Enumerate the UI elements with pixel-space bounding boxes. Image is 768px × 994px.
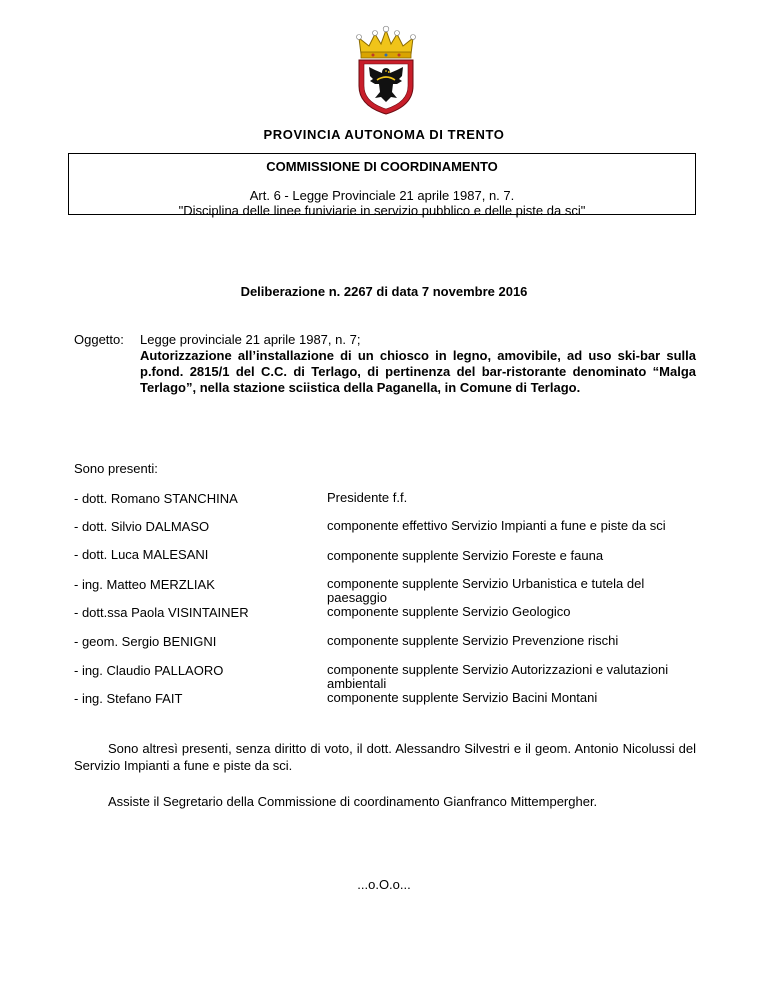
member-name: - dott. Silvio DALMASO	[74, 519, 210, 534]
member-role: componente supplente Servizio Bacini Montani	[327, 690, 598, 705]
member-role: componente supplente Servizio Geologico	[327, 604, 571, 619]
secretary-text: Assiste il Segretario della Commissione di coordinamento Gianfranco Mittempergher.	[108, 794, 598, 809]
member-name: - ing. Matteo MERZLIAK	[74, 577, 215, 592]
member-name: - ing. Stefano FAIT	[74, 691, 183, 706]
commission-title: COMMISSIONE DI COORDINAMENTO	[266, 159, 498, 174]
member-name: - ing. Claudio PALLAORO	[74, 663, 224, 678]
present-label: Sono presenti:	[74, 461, 158, 476]
section-divider: ...o.O.o...	[357, 877, 411, 892]
trento-eagle-coat-of-arms-icon	[355, 24, 417, 116]
also-present-paragraph	[74, 740, 696, 774]
law-title: "Disciplina delle linee funiviarie in servizio pubblico e delle piste da sci"	[178, 203, 586, 218]
member-name: - geom. Sergio BENIGNI	[74, 634, 217, 649]
subject-label: Oggetto:	[74, 332, 124, 347]
secretary-paragraph	[74, 793, 696, 810]
member-name: - dott. Romano STANCHINA	[74, 491, 238, 506]
member-role: componente supplente Servizio Foreste e fauna	[327, 548, 604, 563]
member-role: componente supplente Servizio Autorizzazioni e valutazioni ambientali	[327, 662, 669, 691]
member-role: componente supplente Servizio Urbanistica e tutela del paesaggio	[327, 576, 645, 605]
commission-box	[68, 153, 696, 218]
subject-law: Legge provinciale 21 aprile 1987, n. 7;	[140, 332, 361, 347]
subject-block	[74, 332, 696, 396]
subject-text: Autorizzazione all’installazione di un chiosco in legno, amovibile, ad uso ski-bar sulla p.fond. 2815/1 del C.C. di Terlago, di pertinenza del bar-ristorante denominato “Malga Terlago”, nella stazione sciistica della Paganella, in Comune di Terlago.	[140, 348, 696, 395]
also-present-text: Sono altresì presenti, senza diritto di voto, il dott. Alessandro Silvestri e il geom. Antonio Nicolussi del Servizio Impianti a fune e piste da sci.	[74, 741, 696, 773]
member-name: - dott.ssa Paola VISINTAINER	[74, 605, 249, 620]
law-reference: Art. 6 - Legge Provinciale 21 aprile 1987, n. 7.	[249, 188, 515, 203]
member-role: Presidente f.f.	[327, 490, 408, 505]
deliberation-heading: Deliberazione n. 2267 di data 7 novembre 2016	[240, 284, 528, 299]
member-name: - dott. Luca MALESANI	[74, 547, 209, 562]
member-role: componente supplente Servizio Prevenzione rischi	[327, 633, 619, 648]
province-heading: PROVINCIA AUTONOMA DI TRENTO	[263, 127, 505, 142]
member-role: componente effettivo Servizio Impianti a fune e piste da sci	[327, 518, 666, 533]
